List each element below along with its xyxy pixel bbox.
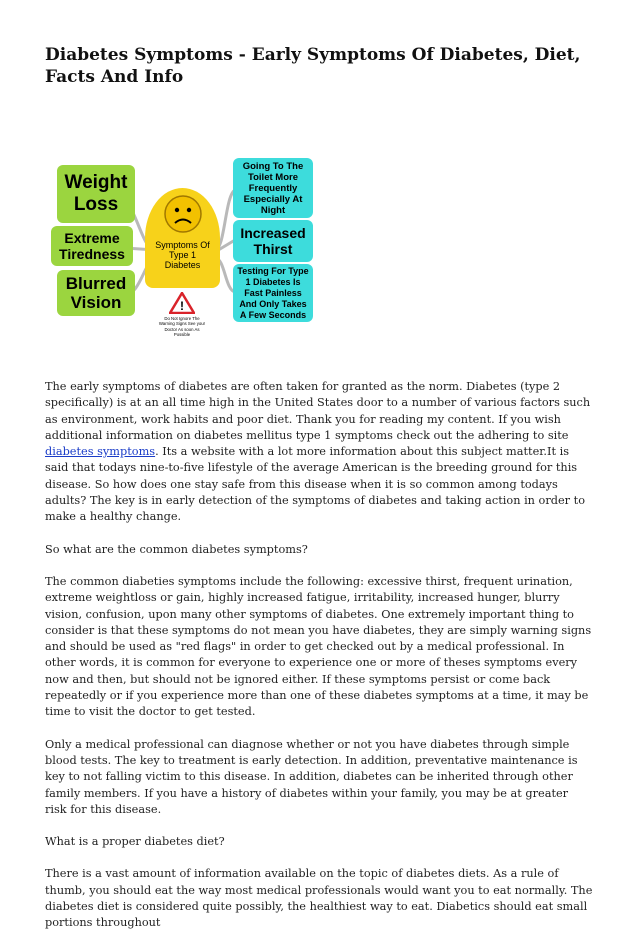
- warning-group: [157, 292, 207, 364]
- testing-box: Testing For Type 1 Diabetes Is Fast Painless And Only Takes A Few Seconds: [233, 264, 313, 322]
- warning-text: Do Not Ignore The Warning Signs See your Doctor As soon As Possible: [158, 316, 206, 338]
- sad-face-icon: [163, 194, 203, 234]
- paragraph-diagnosis: Only a medical professional can diagnose whether or not you have diabetes through simple blood tests. The key to treatment is early detection. In addition, preventative maintenance is key to not falling victim to this disease. In addition, diabetes can be inherited through other family members. If you have a history of diabetes within your family, you may be at greater risk for this disease.: [45, 737, 578, 816]
- increased-thirst-box: Increased Thirst: [233, 220, 313, 262]
- paragraph-intro: [45, 379, 593, 526]
- warning-symbol: !: [180, 299, 184, 313]
- intro-text-end: . Its a website with a lot more information about this subject matter.It is said that todays nine-to-five lifestyle of the average American is the breeding ground for this disease. So how does one stay safe from this disease when it is so common among todays adults? The key is in early detection of the symptoms of diabetes and taking action in order to make a healthy change.: [45, 445, 586, 524]
- weight-loss-box: Weight Loss: [57, 165, 135, 223]
- article-body: [45, 379, 593, 948]
- extreme-tiredness-box: Extreme Tiredness: [51, 226, 133, 266]
- diabetes-symptoms-link[interactable]: diabetes symptoms: [45, 445, 156, 459]
- page-title: Diabetes Symptoms - Early Symptoms Of Diabetes, Diet, Facts And Info: [45, 45, 581, 87]
- paragraph-question-diet: What is a proper diabetes diet?: [45, 835, 225, 849]
- center-node-label: Symptoms Of Type 1 Diabetes: [155, 240, 210, 270]
- center-node: [145, 188, 220, 288]
- intro-text-start: The early symptoms of diabetes are often taken for granted as the norm. Diabetes (type 2 specifically) is at an all time high in the United States door to a number of various factors such as environment, work habits and poor diet. Thank you for reading my content. If you wish additional information on diabetes mellitus type 1 symptoms check out the adhering to site: [45, 380, 591, 442]
- paragraph-question-symptoms: So what are the common diabetes symptoms?: [45, 542, 308, 556]
- warning-triangle-icon: [169, 292, 195, 314]
- blurred-vision-box: Blurred Vision: [57, 270, 135, 316]
- paragraph-diet: There is a vast amount of information available on the topic of diabetes diets. As a rule of thumb, you should eat the way most medical professionals would want you to eat normally. The diabetes diet is considered quite possibly, the healthiest way to eat. Diabetics should eat small portions throughout: [45, 867, 593, 930]
- toilet-box: Going To The Toilet More Frequently Especially At Night: [233, 158, 313, 218]
- paragraph-common-symptoms: The common diabeties symptoms include the following: excessive thirst, frequent urination, extreme weightloss or gain, highly increased fatigue, irritability, increased hunger, blurry vision, confusion, upon many other symptoms of diabetes. One extremely important thing to consider is that these symptoms do not mean you have diabetes, they are simply warning signs and should be used as "red flags" in order to get checked out by a medical professional. In other words, it is common for everyone to experience one or more of theses symptoms every now and then, but should not be ignored either. If these symptoms persist or come back repeatedly or if you experience more than one of these diabetes symptoms at a time, it may be time to visit the doctor to get tested.: [45, 574, 592, 719]
- symptoms-mindmap: [45, 150, 375, 365]
